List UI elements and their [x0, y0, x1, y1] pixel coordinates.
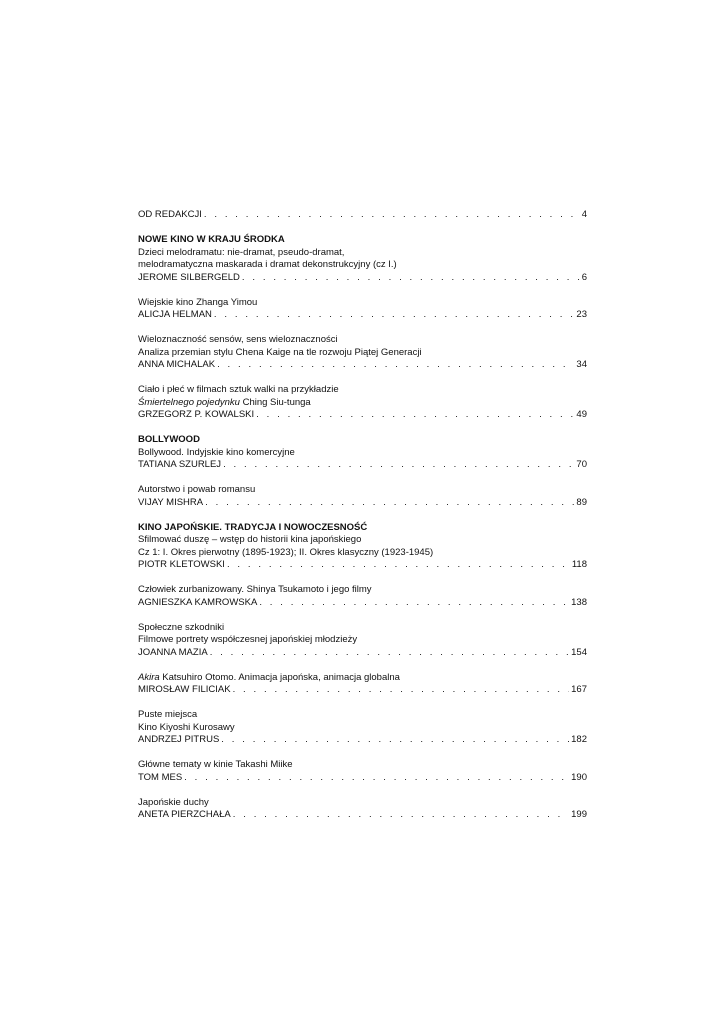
- dot-leader: [204, 209, 580, 222]
- entry-author: TOM MES: [138, 771, 183, 783]
- dot-leader: [184, 772, 569, 785]
- page-number: 167: [571, 684, 587, 695]
- page-number: 190: [571, 771, 587, 783]
- entry-title-line: Analiza przemian stylu Chena Kaige na tle rozwoju Piątej Generacji: [138, 346, 422, 358]
- page-number: 6: [581, 271, 587, 283]
- dot-leader: [205, 497, 574, 510]
- page-number: 89: [576, 496, 587, 508]
- entry-title-line: Człowiek zurbanizowany. Shinya Tsukamoto i jego filmy: [138, 584, 372, 595]
- entry-title-line: Dzieci melodramatu: nie-dramat, pseudo-dramat,: [138, 246, 345, 258]
- entry-author: VIJAY MISHRA: [138, 496, 204, 508]
- page-number: 138: [571, 596, 587, 608]
- entry-title-line: Cz 1: I. Okres pierwotny (1895-1923); II. Okres klasyczny (1923-1945): [138, 546, 434, 558]
- entry-title-line: Sfilmować duszę – wstęp do historii kina japońskiego: [138, 534, 362, 545]
- entry-title-rest: Katsuhiro Otomo. Animacja japońska, animacja globalna: [159, 671, 400, 683]
- italic-title: Akira: [138, 671, 160, 683]
- dot-leader: [259, 597, 569, 610]
- dot-leader: [217, 359, 574, 372]
- entry-title-line: Bollywood. Indyjskie kino komercyjne: [138, 446, 295, 458]
- entry-title-line: Filmowe portrety współczesnej japońskiej młodzieży: [138, 634, 358, 645]
- page-number: 154: [571, 646, 587, 658]
- toc-entry: [138, 247, 587, 285]
- entry-title-line: Kino Kiyoshi Kurosawy: [138, 721, 235, 733]
- entry-author: JOANNA MAZIA: [138, 646, 208, 658]
- toc-row: [138, 597, 587, 610]
- page-number: 182: [571, 734, 587, 745]
- toc-row: [138, 684, 587, 697]
- toc-row: [138, 309, 587, 322]
- intro-label: OD REDAKCJI: [138, 209, 202, 220]
- toc-entry: [138, 384, 587, 422]
- section-heading: NOWE KINO W KRAJU ŚRODKA: [138, 234, 285, 245]
- dot-leader: [210, 647, 569, 660]
- toc-row: [138, 497, 587, 510]
- toc-entry: [138, 534, 587, 572]
- page-number: 118: [571, 559, 587, 570]
- page-number: 34: [576, 359, 587, 370]
- entry-author: GRZEGORZ P. KOWALSKI: [138, 409, 255, 420]
- section-heading: KINO JAPOŃSKIE. TRADYCJA I NOWOCZESNOŚĆ: [138, 521, 368, 533]
- dot-leader: [214, 309, 575, 322]
- entry-author: ANNA MICHALAK: [138, 359, 216, 370]
- toc-row: [138, 209, 587, 222]
- table-of-contents: [138, 209, 587, 834]
- entry-title-rest: Ching Siu-tunga: [239, 396, 311, 408]
- dot-leader: [242, 272, 580, 285]
- toc-row: [138, 459, 587, 472]
- italic-title: Śmiertelnego pojedynku: [138, 396, 240, 408]
- dot-leader: [256, 409, 574, 422]
- dot-leader: [223, 459, 574, 472]
- toc-entry: [138, 797, 587, 822]
- toc-row: [138, 359, 587, 372]
- entry-author: JEROME SILBERGELD: [138, 271, 240, 283]
- entry-title-line: Japońskie duchy: [138, 796, 209, 808]
- section-china: [138, 234, 587, 422]
- toc-row: [138, 272, 587, 285]
- entry-author: ANDRZEJ PITRUS: [138, 734, 220, 745]
- toc-entry: [138, 672, 587, 697]
- page-number: 70: [576, 459, 587, 470]
- toc-entry: [138, 709, 587, 747]
- entry-author: ALICJA HELMAN: [138, 309, 212, 320]
- page-number: 4: [581, 209, 587, 220]
- toc-row: [138, 772, 587, 785]
- toc-entry: [138, 622, 587, 660]
- entry-title-line: [138, 672, 587, 685]
- page-number: 49: [576, 409, 587, 420]
- toc-entry-intro: [138, 209, 587, 222]
- toc-row: [138, 734, 587, 747]
- toc-row: [138, 409, 587, 422]
- entry-title-line: Wiejskie kino Zhanga Yimou: [138, 296, 258, 308]
- page-number: 199: [571, 809, 587, 820]
- section-japan: [138, 522, 587, 822]
- entry-author: ANETA PIERZCHAŁA: [138, 809, 231, 820]
- entry-author: TATIANA SZURLEJ: [138, 459, 222, 470]
- entry-title-line: Puste miejsca: [138, 709, 198, 720]
- entry-title-line: Ciało i płeć w filmach sztuk walki na przykładzie: [138, 384, 339, 395]
- entry-title-line: [138, 397, 587, 410]
- entry-author: AGNIESZKA KAMROWSKA: [138, 596, 258, 608]
- toc-row: [138, 647, 587, 660]
- toc-entry: [138, 334, 587, 372]
- section-bollywood: [138, 434, 587, 509]
- section-heading: BOLLYWOOD: [138, 434, 200, 445]
- dot-leader: [227, 559, 570, 572]
- entry-author: PIOTR KLETOWSKI: [138, 559, 225, 570]
- toc-entry: [138, 447, 587, 472]
- toc-entry: [138, 297, 587, 322]
- toc-entry: [138, 759, 587, 784]
- toc-entry: [138, 484, 587, 509]
- entry-title-line: Społeczne szkodniki: [138, 621, 225, 633]
- entry-author: MIROSŁAW FILICIAK: [138, 684, 231, 695]
- entry-title-line: Wieloznaczność sensów, sens wieloznaczności: [138, 334, 338, 345]
- entry-title-line: Autorstwo i powab romansu: [138, 484, 256, 495]
- toc-entry: [138, 584, 587, 609]
- dot-leader: [233, 809, 569, 822]
- dot-leader: [233, 684, 570, 697]
- entry-title-line: Główne tematy w kinie Takashi Miike: [138, 759, 293, 770]
- dot-leader: [221, 734, 569, 747]
- toc-row: [138, 809, 587, 822]
- entry-title-line: melodramatyczna maskarada i dramat dekonstrukcyjny (cz I.): [138, 259, 397, 270]
- toc-row: [138, 559, 587, 572]
- page-number: 23: [576, 309, 587, 320]
